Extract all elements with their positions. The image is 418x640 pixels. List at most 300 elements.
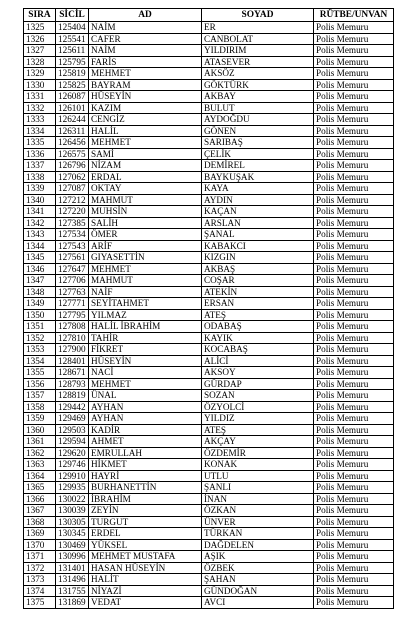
cell-soyad: TÜRKAN bbox=[202, 528, 314, 540]
cell-sira: 1368 bbox=[24, 516, 56, 528]
cell-soyad: ÇELİK bbox=[202, 148, 314, 160]
cell-sira: 1328 bbox=[24, 56, 56, 68]
cell-ad: NİYAZİ bbox=[89, 585, 202, 597]
table-row bbox=[24, 551, 394, 563]
cell-ad: ARİF bbox=[89, 240, 202, 252]
cell-sira: 1346 bbox=[24, 263, 56, 275]
cell-sicil: 127763 bbox=[56, 286, 89, 298]
table-row bbox=[24, 217, 394, 229]
cell-soyad: BULUT bbox=[202, 102, 314, 114]
cell-rutbe: Polis Memuru bbox=[314, 367, 394, 379]
cell-ad: HÜSEYİN bbox=[89, 91, 202, 103]
cell-ad: HÜSEYİN bbox=[89, 355, 202, 367]
cell-ad: OKTAY bbox=[89, 183, 202, 195]
cell-sira: 1344 bbox=[24, 240, 56, 252]
cell-sira: 1348 bbox=[24, 286, 56, 298]
cell-soyad: ATEŞ bbox=[202, 309, 314, 321]
cell-sicil: 125825 bbox=[56, 79, 89, 91]
table-row bbox=[24, 574, 394, 586]
cell-sira: 1340 bbox=[24, 194, 56, 206]
table-row bbox=[24, 171, 394, 183]
cell-sicil: 128819 bbox=[56, 390, 89, 402]
table-row bbox=[24, 505, 394, 517]
cell-ad: AHMET bbox=[89, 436, 202, 448]
table-row bbox=[24, 240, 394, 252]
cell-rutbe: Polis Memuru bbox=[314, 528, 394, 540]
cell-sicil: 127385 bbox=[56, 217, 89, 229]
cell-sicil: 126244 bbox=[56, 114, 89, 126]
table-row bbox=[24, 413, 394, 425]
cell-rutbe: Polis Memuru bbox=[314, 505, 394, 517]
cell-ad: ÜNAL bbox=[89, 390, 202, 402]
cell-rutbe: Polis Memuru bbox=[314, 183, 394, 195]
cell-rutbe: Polis Memuru bbox=[314, 206, 394, 218]
cell-rutbe: Polis Memuru bbox=[314, 378, 394, 390]
cell-sicil: 127900 bbox=[56, 344, 89, 356]
table-row bbox=[24, 367, 394, 379]
cell-sicil: 127561 bbox=[56, 252, 89, 264]
table-row bbox=[24, 263, 394, 275]
cell-rutbe: Polis Memuru bbox=[314, 240, 394, 252]
cell-sira: 1349 bbox=[24, 298, 56, 310]
cell-sira: 1369 bbox=[24, 528, 56, 540]
cell-sicil: 129594 bbox=[56, 436, 89, 448]
cell-ad: TURGUT bbox=[89, 516, 202, 528]
cell-ad: MEHMET bbox=[89, 378, 202, 390]
cell-ad: HALİL bbox=[89, 125, 202, 137]
cell-sira: 1327 bbox=[24, 45, 56, 57]
cell-soyad: KAÇAN bbox=[202, 206, 314, 218]
table-row bbox=[24, 148, 394, 160]
cell-soyad: UTLU bbox=[202, 470, 314, 482]
cell-rutbe: Polis Memuru bbox=[314, 217, 394, 229]
cell-sira: 1355 bbox=[24, 367, 56, 379]
cell-sicil: 128401 bbox=[56, 355, 89, 367]
table-row bbox=[24, 286, 394, 298]
cell-ad: SALİH bbox=[89, 217, 202, 229]
cell-ad: NAİM bbox=[89, 45, 202, 57]
cell-sira: 1326 bbox=[24, 33, 56, 45]
cell-ad: MEHMET MUSTAFA bbox=[89, 551, 202, 563]
table-row bbox=[24, 447, 394, 459]
cell-ad: ERDAL bbox=[89, 171, 202, 183]
cell-sira: 1364 bbox=[24, 470, 56, 482]
table-row bbox=[24, 562, 394, 574]
cell-soyad: ŞANLI bbox=[202, 482, 314, 494]
header-row bbox=[24, 9, 394, 22]
cell-sira: 1374 bbox=[24, 585, 56, 597]
cell-soyad: SARIBAŞ bbox=[202, 137, 314, 149]
cell-soyad: ŞANAL bbox=[202, 229, 314, 241]
table-row bbox=[24, 183, 394, 195]
cell-rutbe: Polis Memuru bbox=[314, 194, 394, 206]
table-row bbox=[24, 91, 394, 103]
cell-soyad: AKBAY bbox=[202, 91, 314, 103]
table-row bbox=[24, 68, 394, 80]
cell-sicil: 129620 bbox=[56, 447, 89, 459]
table-row bbox=[24, 102, 394, 114]
cell-sicil: 126087 bbox=[56, 91, 89, 103]
cell-sicil: 127795 bbox=[56, 309, 89, 321]
table-row bbox=[24, 436, 394, 448]
cell-sira: 1358 bbox=[24, 401, 56, 413]
cell-sicil: 125819 bbox=[56, 68, 89, 80]
cell-sicil: 130022 bbox=[56, 493, 89, 505]
cell-rutbe: Polis Memuru bbox=[314, 436, 394, 448]
cell-sicil: 127808 bbox=[56, 321, 89, 333]
cell-rutbe: Polis Memuru bbox=[314, 33, 394, 45]
cell-rutbe: Polis Memuru bbox=[314, 459, 394, 471]
cell-ad: HALİT bbox=[89, 574, 202, 586]
cell-sicil: 131755 bbox=[56, 585, 89, 597]
cell-ad: FARİS bbox=[89, 56, 202, 68]
table-row bbox=[24, 252, 394, 264]
cell-sicil: 128671 bbox=[56, 367, 89, 379]
table-row bbox=[24, 79, 394, 91]
cell-sicil: 129469 bbox=[56, 413, 89, 425]
cell-sira: 1352 bbox=[24, 332, 56, 344]
cell-soyad: ATASEVER bbox=[202, 56, 314, 68]
table-row bbox=[24, 137, 394, 149]
cell-rutbe: Polis Memuru bbox=[314, 470, 394, 482]
table-row bbox=[24, 597, 394, 609]
cell-soyad: AYDIN bbox=[202, 194, 314, 206]
cell-ad: YILMAZ bbox=[89, 309, 202, 321]
cell-sira: 1336 bbox=[24, 148, 56, 160]
cell-sira: 1359 bbox=[24, 413, 56, 425]
table-row bbox=[24, 22, 394, 34]
cell-soyad: YILDIRIM bbox=[202, 45, 314, 57]
cell-sira: 1337 bbox=[24, 160, 56, 172]
cell-soyad: KIZGIN bbox=[202, 252, 314, 264]
cell-ad: NAİM bbox=[89, 22, 202, 34]
cell-sicil: 131496 bbox=[56, 574, 89, 586]
cell-soyad: İNAN bbox=[202, 493, 314, 505]
cell-soyad: CANBOLAT bbox=[202, 33, 314, 45]
cell-sicil: 125404 bbox=[56, 22, 89, 34]
cell-ad: HAYRİ bbox=[89, 470, 202, 482]
cell-sicil: 131869 bbox=[56, 597, 89, 609]
cell-ad: GIYASETTİN bbox=[89, 252, 202, 264]
header-rutbe: RÜTBE/UNVAN bbox=[314, 9, 394, 22]
cell-soyad: YILDIZ bbox=[202, 413, 314, 425]
cell-soyad: AŞIK bbox=[202, 551, 314, 563]
cell-sicil: 128793 bbox=[56, 378, 89, 390]
cell-sicil: 126796 bbox=[56, 160, 89, 172]
cell-ad: VEDAT bbox=[89, 597, 202, 609]
table-row bbox=[24, 390, 394, 402]
cell-sira: 1366 bbox=[24, 493, 56, 505]
cell-soyad: BAYKUŞAK bbox=[202, 171, 314, 183]
cell-sira: 1343 bbox=[24, 229, 56, 241]
cell-soyad: ATEŞ bbox=[202, 424, 314, 436]
cell-soyad: AKSOY bbox=[202, 367, 314, 379]
cell-sicil: 129503 bbox=[56, 424, 89, 436]
cell-soyad: AKBAŞ bbox=[202, 263, 314, 275]
table-row bbox=[24, 355, 394, 367]
cell-sicil: 129910 bbox=[56, 470, 89, 482]
cell-sicil: 126101 bbox=[56, 102, 89, 114]
cell-ad: MEHMET bbox=[89, 68, 202, 80]
table-row bbox=[24, 321, 394, 333]
cell-sicil: 127062 bbox=[56, 171, 89, 183]
cell-sira: 1350 bbox=[24, 309, 56, 321]
header-sira: SIRA bbox=[24, 9, 56, 22]
cell-ad: MUHSİN bbox=[89, 206, 202, 218]
cell-soyad: KONAK bbox=[202, 459, 314, 471]
cell-ad: FİKRET bbox=[89, 344, 202, 356]
table-row bbox=[24, 160, 394, 172]
cell-sira: 1365 bbox=[24, 482, 56, 494]
table-row bbox=[24, 516, 394, 528]
table-row bbox=[24, 482, 394, 494]
cell-rutbe: Polis Memuru bbox=[314, 321, 394, 333]
cell-ad: ÖMER bbox=[89, 229, 202, 241]
cell-ad: CENGİZ bbox=[89, 114, 202, 126]
cell-soyad: GÖKTÜRK bbox=[202, 79, 314, 91]
cell-soyad: ODABAŞ bbox=[202, 321, 314, 333]
cell-sira: 1367 bbox=[24, 505, 56, 517]
cell-sira: 1361 bbox=[24, 436, 56, 448]
cell-soyad: ÖZDEMİR bbox=[202, 447, 314, 459]
cell-ad: AYHAN bbox=[89, 401, 202, 413]
cell-sira: 1360 bbox=[24, 424, 56, 436]
table-row bbox=[24, 125, 394, 137]
cell-rutbe: Polis Memuru bbox=[314, 332, 394, 344]
cell-ad: NACİ bbox=[89, 367, 202, 379]
cell-sira: 1373 bbox=[24, 574, 56, 586]
cell-sicil: 125541 bbox=[56, 33, 89, 45]
cell-rutbe: Polis Memuru bbox=[314, 56, 394, 68]
cell-rutbe: Polis Memuru bbox=[314, 424, 394, 436]
cell-ad: CAFER bbox=[89, 33, 202, 45]
cell-sira: 1334 bbox=[24, 125, 56, 137]
table-row bbox=[24, 470, 394, 482]
cell-sira: 1375 bbox=[24, 597, 56, 609]
cell-soyad: ERSAN bbox=[202, 298, 314, 310]
table-row bbox=[24, 539, 394, 551]
table-row bbox=[24, 194, 394, 206]
cell-ad: KAZIM bbox=[89, 102, 202, 114]
cell-rutbe: Polis Memuru bbox=[314, 91, 394, 103]
cell-sicil: 127543 bbox=[56, 240, 89, 252]
cell-soyad: DAĞDELEN bbox=[202, 539, 314, 551]
cell-soyad: ÖZKAN bbox=[202, 505, 314, 517]
cell-rutbe: Polis Memuru bbox=[314, 263, 394, 275]
table-row bbox=[24, 33, 394, 45]
cell-rutbe: Polis Memuru bbox=[314, 574, 394, 586]
cell-sicil: 126456 bbox=[56, 137, 89, 149]
cell-ad: ZEYİN bbox=[89, 505, 202, 517]
cell-ad: MAHMUT bbox=[89, 194, 202, 206]
cell-rutbe: Polis Memuru bbox=[314, 298, 394, 310]
cell-sira: 1345 bbox=[24, 252, 56, 264]
cell-soyad: DEMİREL bbox=[202, 160, 314, 172]
cell-sira: 1370 bbox=[24, 539, 56, 551]
table-row bbox=[24, 424, 394, 436]
cell-soyad: KOCABAŞ bbox=[202, 344, 314, 356]
cell-ad: BAYRAM bbox=[89, 79, 202, 91]
cell-soyad: AVCI bbox=[202, 597, 314, 609]
cell-rutbe: Polis Memuru bbox=[314, 102, 394, 114]
table-row bbox=[24, 114, 394, 126]
cell-rutbe: Polis Memuru bbox=[314, 585, 394, 597]
cell-soyad: KAYA bbox=[202, 183, 314, 195]
cell-rutbe: Polis Memuru bbox=[314, 137, 394, 149]
cell-soyad: ALİCİ bbox=[202, 355, 314, 367]
cell-sira: 1362 bbox=[24, 447, 56, 459]
cell-sira: 1363 bbox=[24, 459, 56, 471]
table-row bbox=[24, 298, 394, 310]
cell-soyad: AYDOĞDU bbox=[202, 114, 314, 126]
cell-rutbe: Polis Memuru bbox=[314, 171, 394, 183]
cell-soyad: GÖNEN bbox=[202, 125, 314, 137]
cell-sicil: 130345 bbox=[56, 528, 89, 540]
cell-rutbe: Polis Memuru bbox=[314, 45, 394, 57]
cell-sicil: 130039 bbox=[56, 505, 89, 517]
cell-sira: 1356 bbox=[24, 378, 56, 390]
cell-soyad: SOZAN bbox=[202, 390, 314, 402]
cell-rutbe: Polis Memuru bbox=[314, 401, 394, 413]
cell-ad: EMRULLAH bbox=[89, 447, 202, 459]
cell-soyad: AKSÖZ bbox=[202, 68, 314, 80]
cell-sira: 1351 bbox=[24, 321, 56, 333]
cell-ad: NİZAM bbox=[89, 160, 202, 172]
cell-sicil: 129746 bbox=[56, 459, 89, 471]
cell-soyad: ŞAHAN bbox=[202, 574, 314, 586]
cell-sicil: 127706 bbox=[56, 275, 89, 287]
cell-rutbe: Polis Memuru bbox=[314, 125, 394, 137]
cell-sicil: 127647 bbox=[56, 263, 89, 275]
cell-sicil: 130469 bbox=[56, 539, 89, 551]
header-sicil: SİCİL bbox=[56, 9, 89, 22]
cell-sicil: 126575 bbox=[56, 148, 89, 160]
table-row bbox=[24, 401, 394, 413]
cell-sicil: 127087 bbox=[56, 183, 89, 195]
cell-sicil: 131401 bbox=[56, 562, 89, 574]
cell-rutbe: Polis Memuru bbox=[314, 562, 394, 574]
header-ad: AD bbox=[89, 9, 202, 22]
cell-ad: HASAN HÜSEYİN bbox=[89, 562, 202, 574]
cell-sira: 1371 bbox=[24, 551, 56, 563]
cell-sira: 1335 bbox=[24, 137, 56, 149]
cell-rutbe: Polis Memuru bbox=[314, 413, 394, 425]
cell-sicil: 125611 bbox=[56, 45, 89, 57]
cell-sira: 1325 bbox=[24, 22, 56, 34]
cell-ad: HİKMET bbox=[89, 459, 202, 471]
cell-soyad: ARSLAN bbox=[202, 217, 314, 229]
cell-ad: ERDEL bbox=[89, 528, 202, 540]
cell-sicil: 127810 bbox=[56, 332, 89, 344]
cell-sicil: 130996 bbox=[56, 551, 89, 563]
cell-sira: 1329 bbox=[24, 68, 56, 80]
cell-ad: BURHANETTİN bbox=[89, 482, 202, 494]
cell-rutbe: Polis Memuru bbox=[314, 148, 394, 160]
cell-ad: AYHAN bbox=[89, 413, 202, 425]
cell-sicil: 129442 bbox=[56, 401, 89, 413]
cell-rutbe: Polis Memuru bbox=[314, 355, 394, 367]
cell-soyad: COŞAR bbox=[202, 275, 314, 287]
table-row bbox=[24, 229, 394, 241]
cell-sira: 1357 bbox=[24, 390, 56, 402]
cell-rutbe: Polis Memuru bbox=[314, 68, 394, 80]
cell-sira: 1332 bbox=[24, 102, 56, 114]
cell-rutbe: Polis Memuru bbox=[314, 344, 394, 356]
table-row bbox=[24, 528, 394, 540]
cell-ad: SAMİ bbox=[89, 148, 202, 160]
cell-rutbe: Polis Memuru bbox=[314, 597, 394, 609]
table-row bbox=[24, 459, 394, 471]
cell-ad: NAİF bbox=[89, 286, 202, 298]
cell-soyad: KAYIK bbox=[202, 332, 314, 344]
table-row bbox=[24, 56, 394, 68]
cell-ad: YÜKSEL bbox=[89, 539, 202, 551]
cell-sicil: 127220 bbox=[56, 206, 89, 218]
table-row bbox=[24, 344, 394, 356]
cell-sira: 1330 bbox=[24, 79, 56, 91]
cell-soyad: ÖZBEK bbox=[202, 562, 314, 574]
cell-sicil: 127771 bbox=[56, 298, 89, 310]
cell-ad: MAHMUT bbox=[89, 275, 202, 287]
cell-sira: 1333 bbox=[24, 114, 56, 126]
cell-sira: 1354 bbox=[24, 355, 56, 367]
cell-soyad: ÜNVER bbox=[202, 516, 314, 528]
cell-sira: 1353 bbox=[24, 344, 56, 356]
personnel-table bbox=[23, 8, 394, 609]
table-row bbox=[24, 332, 394, 344]
cell-rutbe: Polis Memuru bbox=[314, 539, 394, 551]
cell-rutbe: Polis Memuru bbox=[314, 482, 394, 494]
cell-rutbe: Polis Memuru bbox=[314, 286, 394, 298]
cell-sicil: 129935 bbox=[56, 482, 89, 494]
cell-rutbe: Polis Memuru bbox=[314, 22, 394, 34]
cell-sira: 1338 bbox=[24, 171, 56, 183]
cell-sicil: 127212 bbox=[56, 194, 89, 206]
cell-sira: 1331 bbox=[24, 91, 56, 103]
header-soyad: SOYAD bbox=[202, 9, 314, 22]
cell-rutbe: Polis Memuru bbox=[314, 275, 394, 287]
cell-rutbe: Polis Memuru bbox=[314, 79, 394, 91]
cell-sira: 1339 bbox=[24, 183, 56, 195]
cell-soyad: AKÇAY bbox=[202, 436, 314, 448]
table-row bbox=[24, 309, 394, 321]
cell-sicil: 126311 bbox=[56, 125, 89, 137]
table-row bbox=[24, 45, 394, 57]
cell-soyad: GÜRDAP bbox=[202, 378, 314, 390]
cell-ad: MEHMET bbox=[89, 137, 202, 149]
cell-rutbe: Polis Memuru bbox=[314, 252, 394, 264]
cell-rutbe: Polis Memuru bbox=[314, 493, 394, 505]
cell-sira: 1372 bbox=[24, 562, 56, 574]
cell-rutbe: Polis Memuru bbox=[314, 114, 394, 126]
cell-rutbe: Polis Memuru bbox=[314, 309, 394, 321]
cell-rutbe: Polis Memuru bbox=[314, 516, 394, 528]
cell-sicil: 130305 bbox=[56, 516, 89, 528]
cell-ad: HALİL İBRAHİM bbox=[89, 321, 202, 333]
cell-soyad: ÖZYOLCİ bbox=[202, 401, 314, 413]
cell-soyad: ER bbox=[202, 22, 314, 34]
cell-ad: KADİR bbox=[89, 424, 202, 436]
cell-sicil: 127534 bbox=[56, 229, 89, 241]
cell-sira: 1341 bbox=[24, 206, 56, 218]
cell-rutbe: Polis Memuru bbox=[314, 551, 394, 563]
cell-sicil: 125795 bbox=[56, 56, 89, 68]
table-row bbox=[24, 585, 394, 597]
cell-rutbe: Polis Memuru bbox=[314, 447, 394, 459]
cell-rutbe: Polis Memuru bbox=[314, 390, 394, 402]
cell-ad: MEHMET bbox=[89, 263, 202, 275]
cell-soyad: ATEKİN bbox=[202, 286, 314, 298]
